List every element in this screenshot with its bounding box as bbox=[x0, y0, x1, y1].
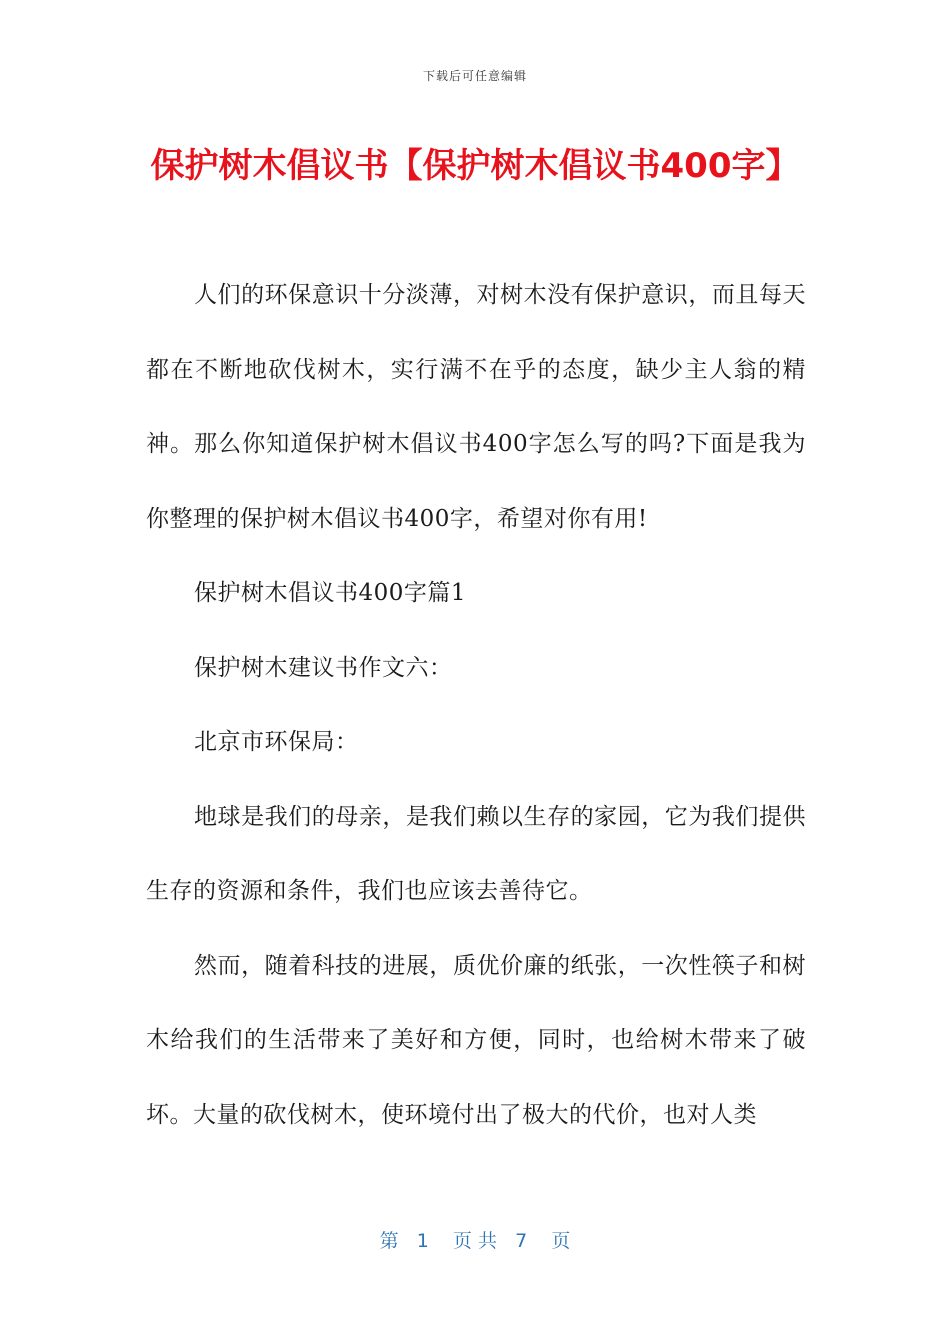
paragraph-subtitle: 保护树木建议书作文六： bbox=[194, 654, 453, 681]
paragraph-body-2: 然而，随着科技的进展，质优价廉的纸张，一次性筷子和树木给我们的生活带来了美好和方便，同时，也给树木带来了破坏。大量的砍伐树木，使环境付出了极大的代价，也对人类 bbox=[146, 952, 806, 1128]
footer-current-page: 1 bbox=[416, 1230, 429, 1252]
document-title: 保护树木倡议书【保护树木倡议书400字】 bbox=[150, 146, 800, 186]
paragraph-salutation: 北京市环保局： bbox=[194, 729, 359, 755]
footer-middle: 页 共 bbox=[452, 1230, 498, 1252]
page-footer bbox=[0, 1226, 950, 1253]
paragraph-intro: 人们的环保意识十分淡薄，对树木没有保护意识，而且每天都在不断地砍伐树木，实行满不在乎的态度，缺少主人翁的精神。那么你知道保护树木倡议书400字怎么写的吗?下面是我为你整理的保护树木倡议书400字，希望对你有用! bbox=[146, 282, 806, 532]
footer-prefix: 第 bbox=[379, 1230, 399, 1252]
header-note: 下载后可任意编辑 bbox=[422, 69, 527, 83]
document-body bbox=[146, 258, 806, 1152]
footer-suffix: 页 bbox=[551, 1230, 571, 1252]
footer-total-pages: 7 bbox=[515, 1230, 528, 1252]
paragraph-body-1: 地球是我们的母亲，是我们赖以生存的家园，它为我们提供生存的资源和条件，我们也应该去善待它。 bbox=[146, 803, 806, 904]
paragraph-section-heading: 保护树木倡议书400字篇1 bbox=[194, 580, 467, 606]
